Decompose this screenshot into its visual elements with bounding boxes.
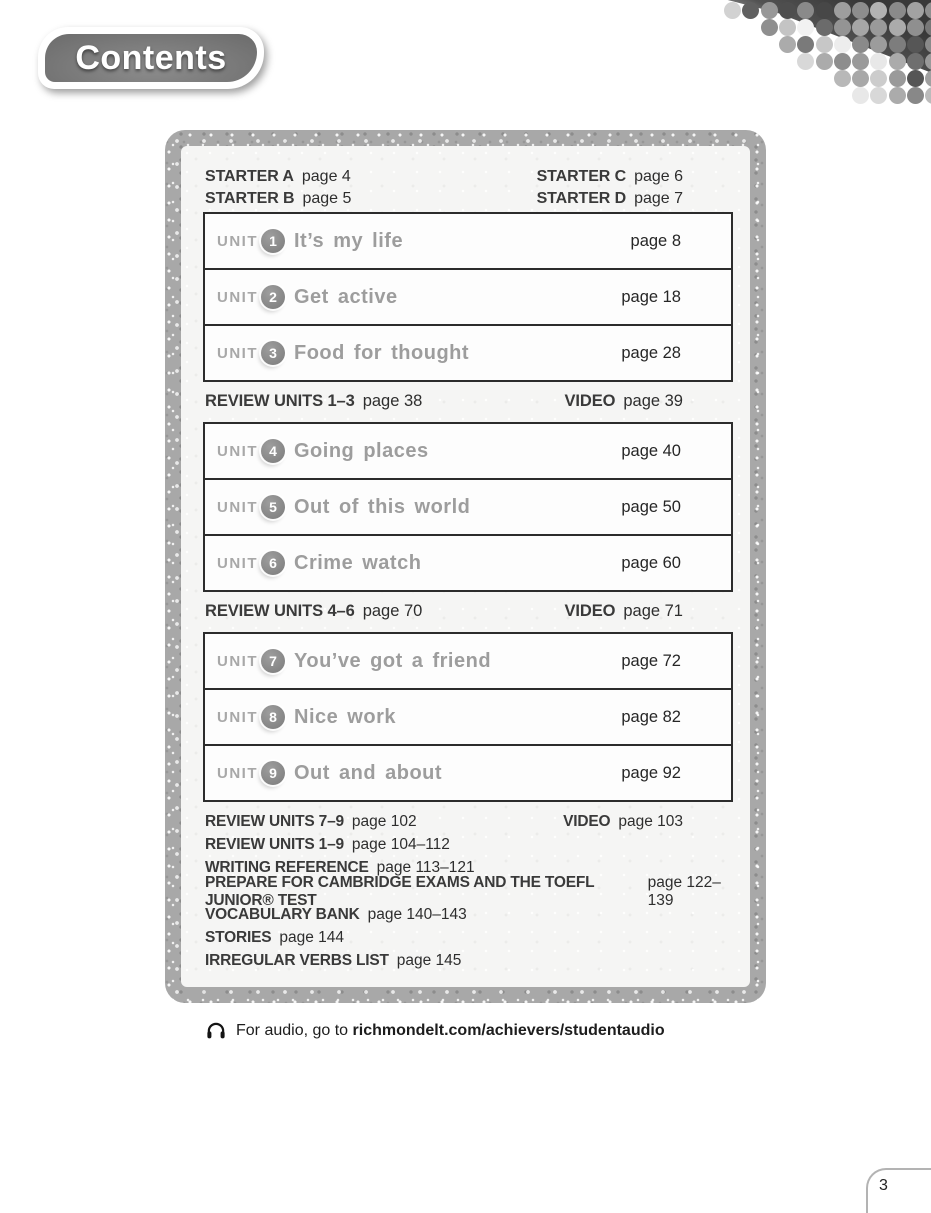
audio-url: richmondelt.com/achievers/studentaudio xyxy=(352,1022,665,1039)
headphones-icon xyxy=(205,1020,227,1042)
decor-dot xyxy=(889,53,906,70)
review-page: page 38 xyxy=(362,391,423,410)
review-entry xyxy=(205,813,417,831)
unit-page: page 92 xyxy=(621,763,681,782)
decor-dot xyxy=(834,19,851,36)
starter-row xyxy=(203,166,733,188)
toc-box xyxy=(165,130,766,1003)
unit-label: UNIT xyxy=(217,708,258,726)
decor-dot xyxy=(834,2,851,19)
end-matter-label: REVIEW UNITS 1–9 xyxy=(205,835,344,853)
video-label: VIDEO xyxy=(564,601,616,620)
dots-decoration xyxy=(700,0,931,110)
toc-inner xyxy=(181,146,750,987)
video-page: page 71 xyxy=(623,601,683,620)
end-matter-page: page 145 xyxy=(396,952,462,970)
decor-dot xyxy=(834,70,851,87)
unit-label: UNIT xyxy=(217,232,258,250)
decor-dot xyxy=(889,70,906,87)
audio-note xyxy=(205,1020,665,1042)
page-number: 3 xyxy=(879,1177,888,1194)
decor-dot xyxy=(889,36,906,53)
review-row-4-6 xyxy=(203,592,733,630)
video-entry xyxy=(563,813,683,831)
unit-number-badge: 6 xyxy=(261,551,285,575)
review-entry xyxy=(205,602,422,621)
decor-dot xyxy=(816,19,833,36)
decor-dot xyxy=(834,53,851,70)
decor-dot xyxy=(907,36,924,53)
decor-dot xyxy=(907,19,924,36)
review-page: page 70 xyxy=(362,601,423,620)
starter-page: page 4 xyxy=(301,168,351,185)
starter-entry xyxy=(205,168,351,186)
decor-dot xyxy=(925,87,931,104)
end-matter-row xyxy=(203,833,733,856)
decor-dot xyxy=(870,87,887,104)
unit-page: page 18 xyxy=(621,287,681,306)
end-matter-row xyxy=(203,926,733,949)
decor-dot xyxy=(816,2,833,19)
unit-title: Get active xyxy=(294,285,398,308)
unit-number-badge: 8 xyxy=(261,705,285,729)
contents-title-button xyxy=(38,27,264,89)
unit-row-9 xyxy=(205,744,731,800)
unit-label: UNIT xyxy=(217,764,258,782)
starter-label: STARTER B xyxy=(205,190,295,207)
decor-dot xyxy=(834,36,851,53)
unit-title: Food for thought xyxy=(294,341,470,364)
decor-dot xyxy=(761,19,778,36)
video-label: VIDEO xyxy=(564,391,616,410)
unit-label: UNIT xyxy=(217,344,258,362)
unit-label: UNIT xyxy=(217,652,258,670)
unit-table-3 xyxy=(203,632,733,802)
end-matter xyxy=(203,810,733,973)
review-row-1-3 xyxy=(203,382,733,420)
decor-dot xyxy=(852,53,869,70)
unit-number-badge: 7 xyxy=(261,649,285,673)
unit-row-7 xyxy=(205,634,731,688)
decor-dot xyxy=(907,70,924,87)
starter-label: STARTER D xyxy=(536,190,627,207)
decor-dot xyxy=(852,19,869,36)
unit-title: Out and about xyxy=(294,761,443,784)
end-matter-label: IRREGULAR VERBS LIST xyxy=(205,952,389,970)
end-matter-label: WRITING REFERENCE xyxy=(205,859,369,877)
unit-title: Going places xyxy=(294,439,429,462)
decor-dot xyxy=(761,2,778,19)
unit-number-badge: 1 xyxy=(261,229,285,253)
end-matter-label: VOCABULARY BANK xyxy=(205,905,360,923)
decor-dot xyxy=(907,2,924,19)
end-matter-page: page 122–139 xyxy=(647,873,721,909)
decor-dot xyxy=(779,19,796,36)
unit-title: It’s my life xyxy=(294,229,404,252)
unit-number-badge: 9 xyxy=(261,761,285,785)
starter-page: page 5 xyxy=(302,190,352,207)
end-matter-row xyxy=(203,950,733,973)
page-title: Contents xyxy=(75,38,227,77)
starter-entry xyxy=(537,190,683,208)
review-label: REVIEW UNITS 1–3 xyxy=(205,391,355,410)
unit-page: page 28 xyxy=(621,343,681,362)
decor-dot xyxy=(889,2,906,19)
starter-label: STARTER A xyxy=(205,168,294,185)
starter-page: page 6 xyxy=(634,168,683,185)
starter-entry xyxy=(205,190,351,208)
unit-row-1 xyxy=(205,214,731,268)
end-matter-page: page 113–121 xyxy=(376,859,475,877)
unit-label: UNIT xyxy=(217,554,258,572)
unit-page: page 82 xyxy=(621,707,681,726)
review-entry xyxy=(205,392,422,411)
video-label: VIDEO xyxy=(563,812,611,830)
decor-dot xyxy=(724,2,741,19)
unit-title: Nice work xyxy=(294,705,396,728)
decor-dot xyxy=(889,87,906,104)
decor-dot xyxy=(852,70,869,87)
unit-row-2 xyxy=(205,268,731,324)
unit-number-badge: 5 xyxy=(261,495,285,519)
decor-dot xyxy=(925,70,931,87)
decor-dot xyxy=(816,36,833,53)
video-entry xyxy=(564,392,683,411)
starter-entry xyxy=(537,168,683,186)
unit-page: page 60 xyxy=(621,553,681,572)
unit-row-4 xyxy=(205,424,731,478)
decor-dot xyxy=(797,19,814,36)
unit-row-5 xyxy=(205,478,731,534)
video-page: page 39 xyxy=(623,391,683,410)
review-label: REVIEW UNITS 7–9 xyxy=(205,812,344,830)
end-matter-page: page 104–112 xyxy=(351,835,450,853)
decor-dot xyxy=(852,2,869,19)
unit-title: Crime watch xyxy=(294,551,422,574)
decor-dot xyxy=(889,19,906,36)
decor-dot xyxy=(870,70,887,87)
decor-dot xyxy=(797,53,814,70)
decor-dot xyxy=(852,87,869,104)
decor-dot xyxy=(852,36,869,53)
audio-prefix: For audio, go to xyxy=(236,1022,353,1039)
unit-number-badge: 2 xyxy=(261,285,285,309)
unit-row-8 xyxy=(205,688,731,744)
unit-number-badge: 4 xyxy=(261,439,285,463)
starter-row xyxy=(203,188,733,210)
unit-label: UNIT xyxy=(217,442,258,460)
end-matter-label: STORIES xyxy=(205,929,272,947)
end-matter-page: page 140–143 xyxy=(367,905,467,923)
end-matter-page: page 144 xyxy=(279,929,345,947)
unit-page: page 8 xyxy=(630,231,681,250)
unit-page: page 40 xyxy=(621,441,681,460)
unit-table-1 xyxy=(203,212,733,382)
decor-dot xyxy=(779,36,796,53)
contents-title-inner xyxy=(45,34,257,82)
unit-table-2 xyxy=(203,422,733,592)
video-page: page 103 xyxy=(618,812,683,830)
video-entry xyxy=(564,602,683,621)
page-number-tab xyxy=(866,1168,931,1213)
review-label: REVIEW UNITS 4–6 xyxy=(205,601,355,620)
decor-dot xyxy=(779,2,796,19)
starter-page: page 7 xyxy=(634,190,683,207)
decor-dot xyxy=(907,53,924,70)
review-page: page 102 xyxy=(351,812,417,830)
unit-page: page 50 xyxy=(621,497,681,516)
decor-dot xyxy=(907,87,924,104)
unit-label: UNIT xyxy=(217,498,258,516)
end-matter-row-review-7-9 xyxy=(203,810,733,833)
unit-number-badge: 3 xyxy=(261,341,285,365)
unit-label: UNIT xyxy=(217,288,258,306)
decor-dot xyxy=(870,53,887,70)
decor-dot xyxy=(742,2,759,19)
end-matter-row xyxy=(203,873,733,909)
starter-label: STARTER C xyxy=(536,168,627,185)
unit-row-6 xyxy=(205,534,731,590)
unit-title: Out of this world xyxy=(294,495,471,518)
unit-page: page 72 xyxy=(621,651,681,670)
decor-dot xyxy=(816,53,833,70)
unit-row-3 xyxy=(205,324,731,380)
decor-dot xyxy=(797,36,814,53)
audio-text xyxy=(236,1022,665,1040)
end-matter-label: PREPARE FOR CAMBRIDGE EXAMS AND THE TOEFL JUNIOR® TEST xyxy=(205,873,595,909)
unit-title: You’ve got a friend xyxy=(294,649,492,672)
